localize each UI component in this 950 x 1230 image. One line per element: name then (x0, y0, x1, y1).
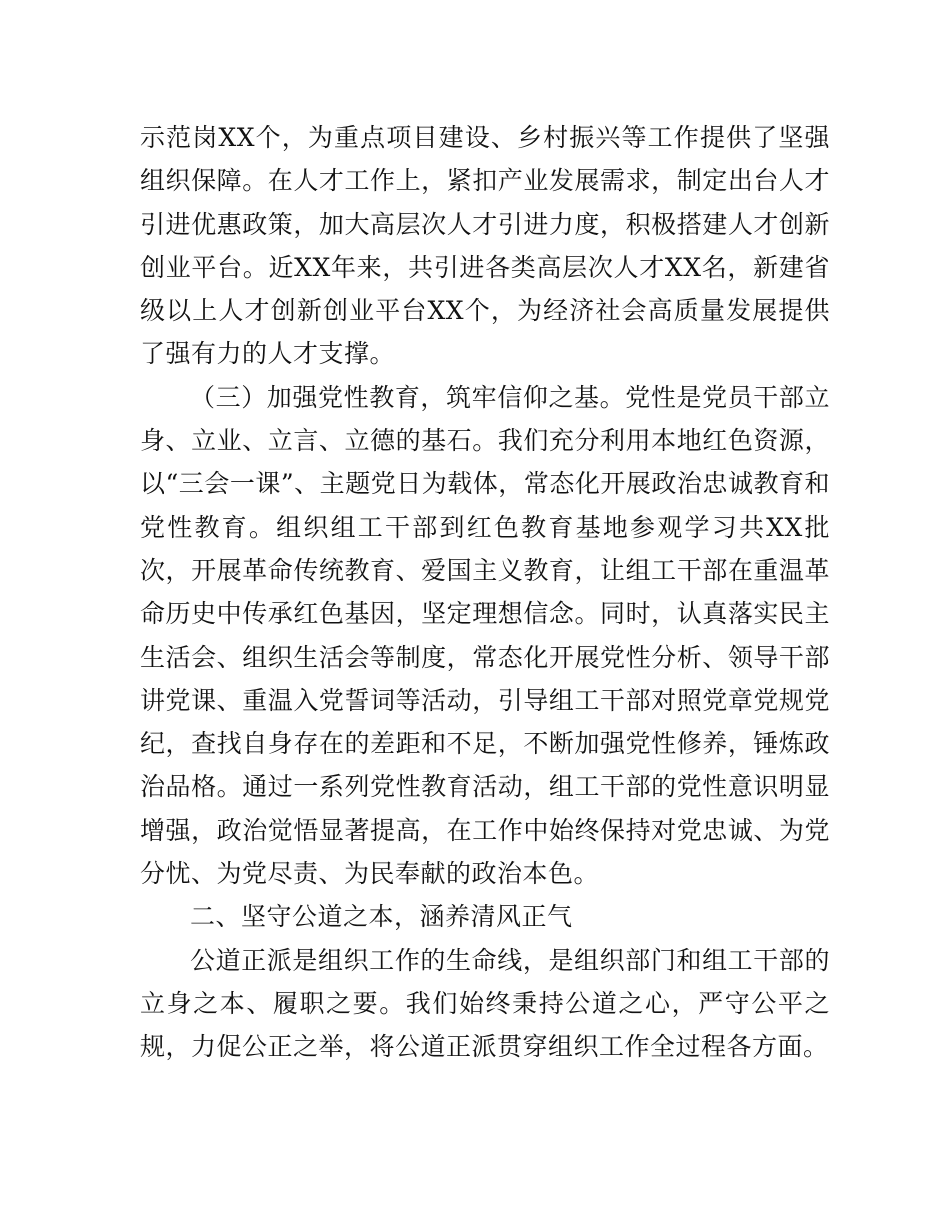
paragraph-talent-work: 示范岗XX个，为重点项目建设、乡村振兴等工作提供了坚强组织保障。在人才工作上，紧扣产业发展需求，制定出台人才引进优惠政策，加大高层次人才引进力度，积极搭建人才创新创业平台。近XX年来，共引进各类高层次人才XX名，新建省级以上人才创新创业平台XX个，为经济社会高质量发展提供了强有力的人才支撑。 (140, 123, 830, 369)
section-heading: 二、坚守公道之本，涵养清风正气 (190, 902, 573, 932)
paragraph-party-education: （三）加强党性教育，筑牢信仰之基。党性是党员干部立身、立业、立言、立德的基石。我们充分利用本地红色资源，以“三会一课”、主题党日为载体，常态化开展政治忠诚教育和党性教育。组织组工干部到红色教育基地参观学习共XX批次，开展革命传统教育、爱国主义教育，让组工干部在重温革命历史中传承红色基因，坚定理想信念。同时，认真落实民主生活会、组织生活会等制度，常态化开展党性分析、领导干部讲党课、重温入党誓词等活动，引导组工干部对照党章党规党纪，查找自身存在的差距和不足，不断加强党性修养，锤炼政治品格。通过一系列党性教育活动，组工干部的党性意识明显增强，政治觉悟显著提高，在工作中始终保持对党忠诚、为党分忧、为党尽责、为民奉献的政治本色。 (140, 382, 830, 889)
paragraph-fairness: 公道正派是组织工作的生命线，是组织部门和组工干部的立身之本、履职之要。我们始终秉持公道之心，严守公平之规，力促公正之举，将公道正派贯穿组织工作全过程各方面。 (140, 945, 830, 1062)
document-body (140, 116, 830, 1069)
